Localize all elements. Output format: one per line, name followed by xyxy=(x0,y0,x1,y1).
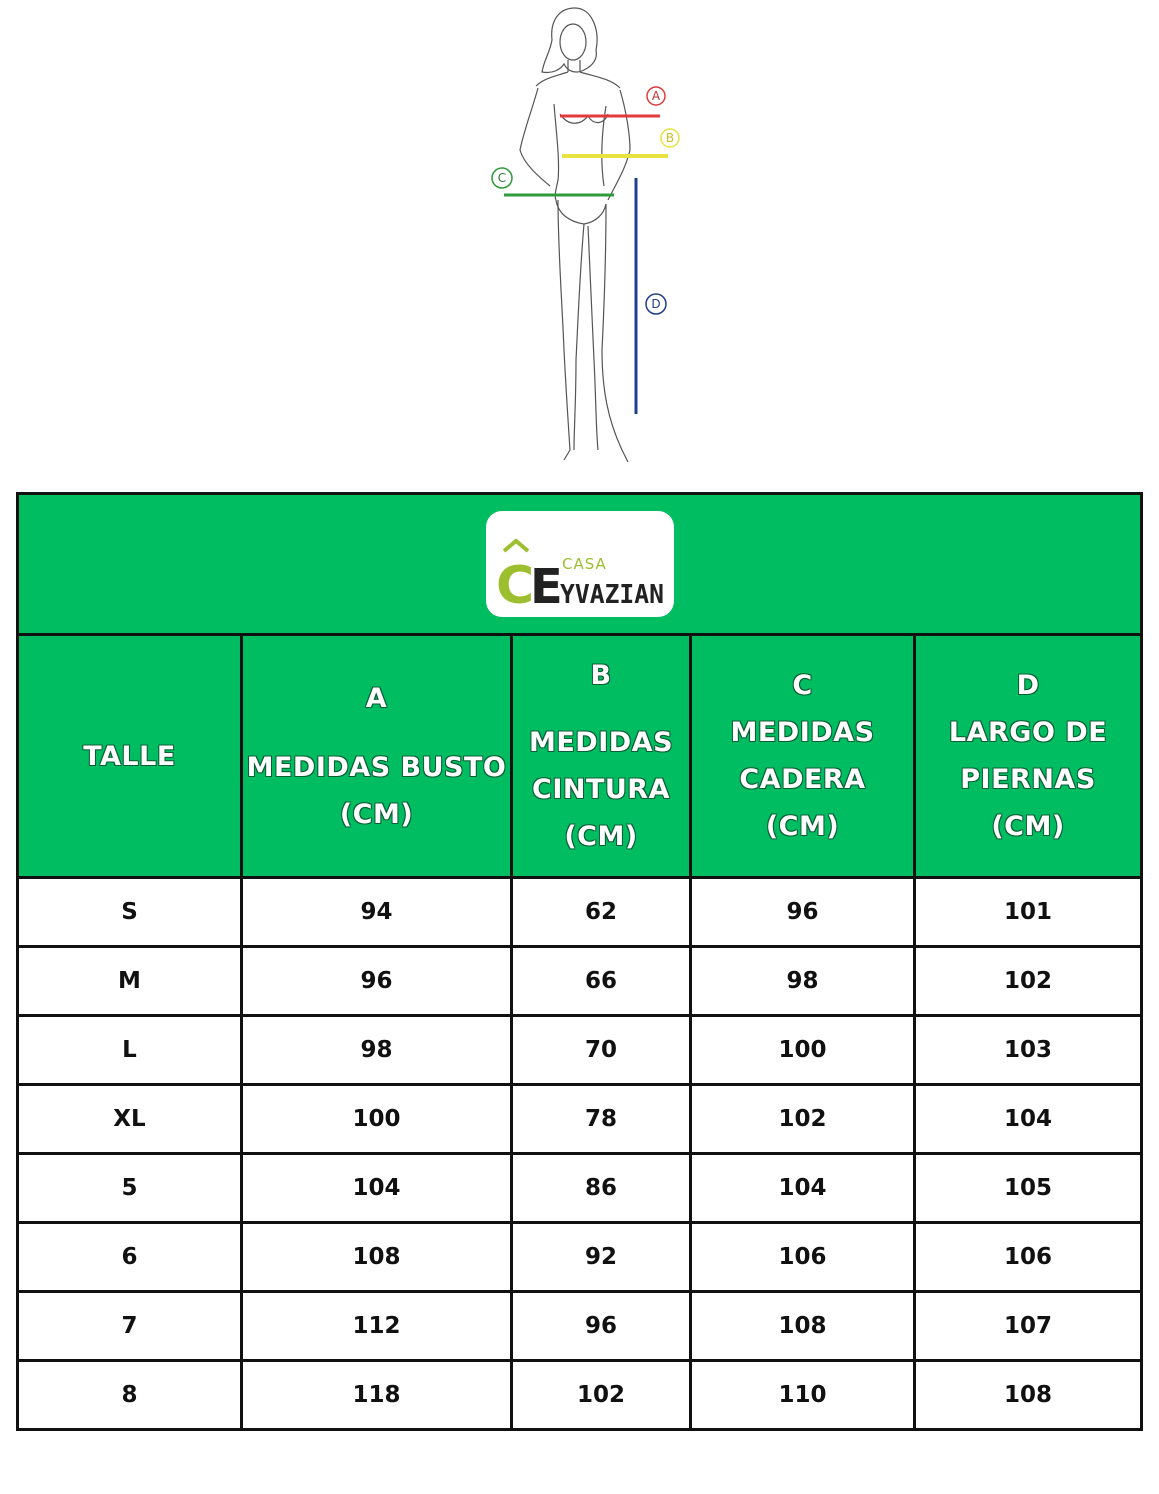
cell-largo: 107 xyxy=(915,1292,1142,1361)
cell-cadera: 106 xyxy=(691,1223,915,1292)
table-row xyxy=(18,947,1142,1016)
cell-talle: 7 xyxy=(18,1292,242,1361)
cell-cintura: 78 xyxy=(512,1085,691,1154)
cell-cintura: 66 xyxy=(512,947,691,1016)
table-row xyxy=(18,1085,1142,1154)
marker-d-label: D xyxy=(651,297,661,311)
cell-talle: M xyxy=(18,947,242,1016)
cell-talle: 8 xyxy=(18,1361,242,1430)
marker-a-label: A xyxy=(651,89,661,103)
cell-cintura: 92 xyxy=(512,1223,691,1292)
cell-busto: 94 xyxy=(242,878,512,947)
table-row xyxy=(18,1154,1142,1223)
cell-largo: 108 xyxy=(915,1361,1142,1430)
cell-cadera: 108 xyxy=(691,1292,915,1361)
cell-cadera: 100 xyxy=(691,1016,915,1085)
marker-c-label: C xyxy=(497,171,507,185)
header-a: A MEDIDAS BUSTO (CM) xyxy=(242,635,512,878)
table-row xyxy=(18,1361,1142,1430)
body-measurement-figure xyxy=(480,0,680,470)
table-row xyxy=(18,1292,1142,1361)
svg-text:YVAZIAN: YVAZIAN xyxy=(559,580,664,610)
cell-talle: 6 xyxy=(18,1223,242,1292)
header-talle: TALLE xyxy=(18,635,242,878)
cell-cintura: 62 xyxy=(512,878,691,947)
cell-cadera: 104 xyxy=(691,1154,915,1223)
brand-logo xyxy=(486,511,674,617)
cell-cadera: 96 xyxy=(691,878,915,947)
header-b: B MEDIDAS CINTURA (CM) xyxy=(512,635,691,878)
cell-busto: 112 xyxy=(242,1292,512,1361)
cell-largo: 103 xyxy=(915,1016,1142,1085)
table-row xyxy=(18,1016,1142,1085)
size-chart-table xyxy=(16,492,1143,1431)
header-d: D LARGO DE PIERNAS (CM) xyxy=(915,635,1142,878)
cell-cintura: 70 xyxy=(512,1016,691,1085)
cell-busto: 96 xyxy=(242,947,512,1016)
marker-b-label: B xyxy=(665,131,675,145)
cell-cadera: 110 xyxy=(691,1361,915,1430)
table-row xyxy=(18,878,1142,947)
table-row xyxy=(18,1223,1142,1292)
cell-talle: XL xyxy=(18,1085,242,1154)
cell-cadera: 98 xyxy=(691,947,915,1016)
svg-text:C: C xyxy=(495,556,534,616)
cell-cintura: 102 xyxy=(512,1361,691,1430)
cell-talle: L xyxy=(18,1016,242,1085)
cell-largo: 104 xyxy=(915,1085,1142,1154)
cell-cintura: 96 xyxy=(512,1292,691,1361)
cell-busto: 108 xyxy=(242,1223,512,1292)
cell-talle: S xyxy=(18,878,242,947)
svg-text:CASA: CASA xyxy=(561,555,607,573)
cell-cadera: 102 xyxy=(691,1085,915,1154)
cell-busto: 104 xyxy=(242,1154,512,1223)
cell-cintura: 86 xyxy=(512,1154,691,1223)
cell-busto: 100 xyxy=(242,1085,512,1154)
header-row xyxy=(18,635,1142,878)
cell-largo: 102 xyxy=(915,947,1142,1016)
cell-largo: 106 xyxy=(915,1223,1142,1292)
cell-busto: 98 xyxy=(242,1016,512,1085)
cell-largo: 105 xyxy=(915,1154,1142,1223)
svg-text:E: E xyxy=(529,559,563,615)
header-c: C MEDIDAS CADERA (CM) xyxy=(691,635,915,878)
cell-largo: 101 xyxy=(915,878,1142,947)
cell-talle: 5 xyxy=(18,1154,242,1223)
brand-header xyxy=(18,494,1142,635)
cell-busto: 118 xyxy=(242,1361,512,1430)
